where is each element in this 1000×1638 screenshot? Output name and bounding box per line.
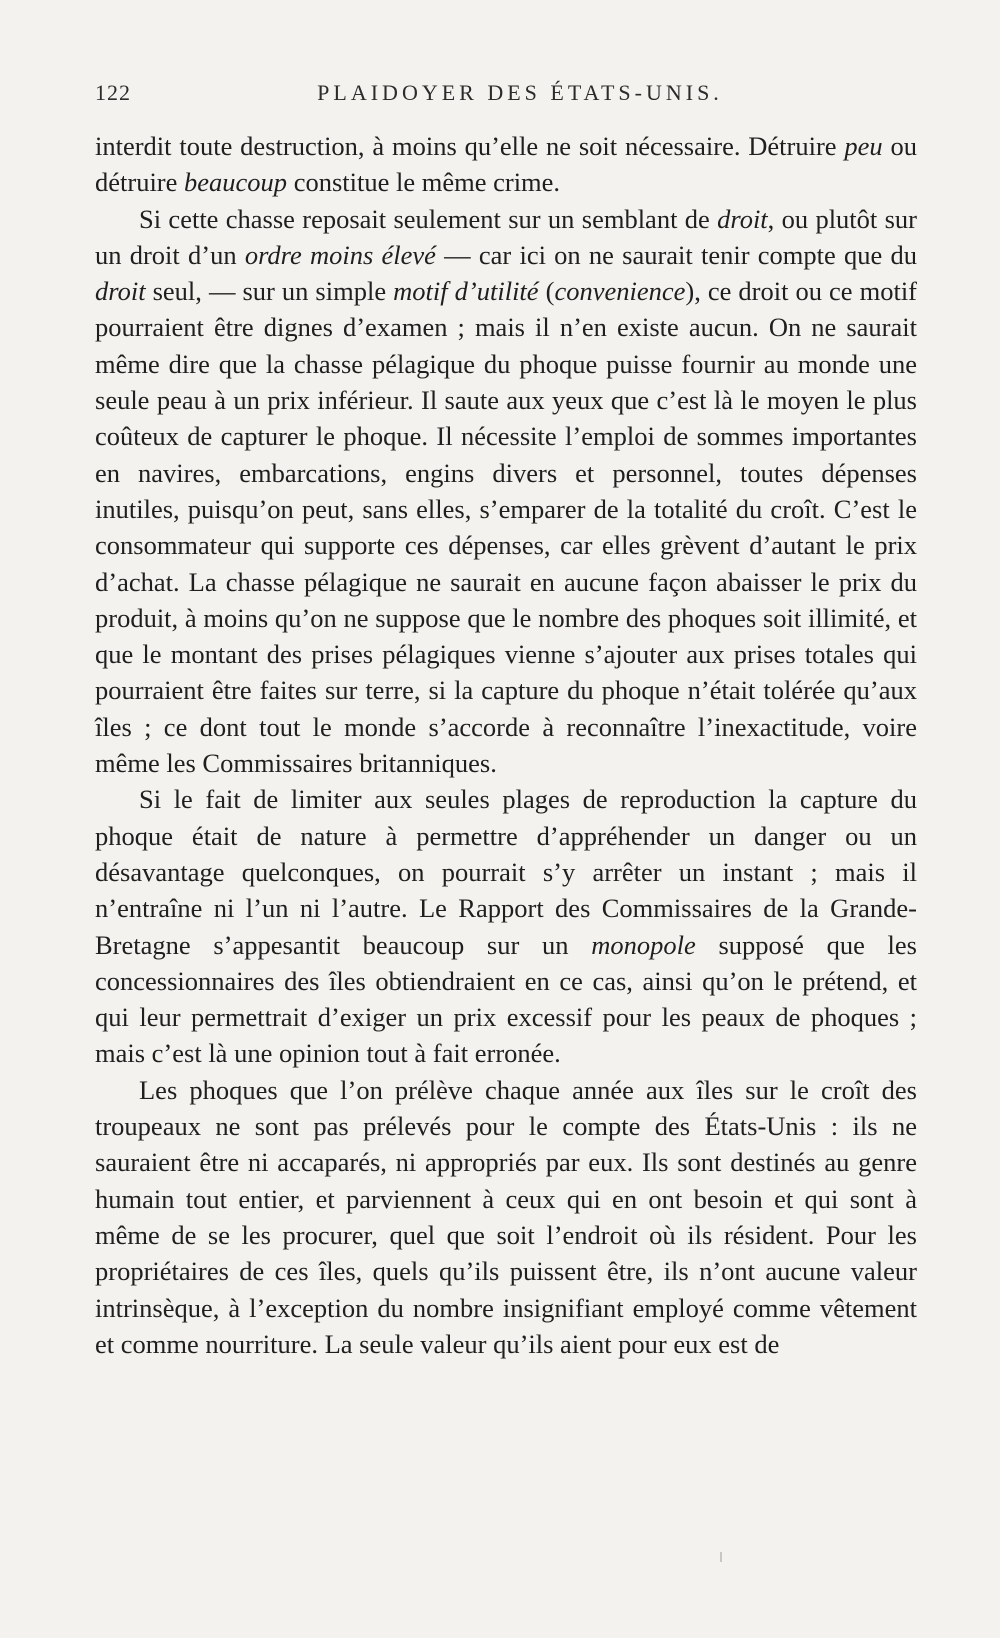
text-run: interdit toute destruction, à moins qu’elle ne soit nécessaire. Détruire xyxy=(95,131,845,161)
italic-text: droit xyxy=(717,203,768,234)
text-run: Si le fait de limiter aux seules plages de reproduction la capture du phoque était de nature à permettre d’appréhender un danger ou un désavantage quelconques, on pourrait s’y arrêter un instant ; mais il n’entraîne ni l’un ni l’autre. Le Rapport des Commissaires de la Grande-Bretagne s’appesantit beaucoup sur un xyxy=(95,784,917,960)
text-run: — car ici on ne saurait tenir compte que du xyxy=(435,239,917,270)
text-run: seul, — sur un simple xyxy=(145,276,394,307)
paragraph xyxy=(95,128,917,201)
text-run: , ou plutôt sur un droit d’un xyxy=(95,203,917,270)
paragraph xyxy=(95,781,917,1071)
italic-text: monopole xyxy=(591,929,696,960)
page-header xyxy=(95,80,905,114)
text-run: supposé que les concessionnaires des îles obtiendraient en ce cas, ainsi qu’on le prétend, et qui leur permettrait d’exiger un prix excessif pour les peaux de phoques ; mais c’est là une opinion tout à fait erronée. xyxy=(95,929,917,1069)
italic-text: peu xyxy=(844,131,883,161)
running-title: PLAIDOYER DES ÉTATS-UNIS. xyxy=(317,80,723,105)
italic-text: convenience xyxy=(554,276,686,307)
italic-text: droit xyxy=(95,276,146,307)
text-run: ( xyxy=(538,276,555,307)
paragraph xyxy=(95,1072,917,1362)
italic-text: beaucoup xyxy=(184,167,288,198)
text-run: Si cette chasse reposait seulement sur un semblant de xyxy=(139,203,718,234)
print-speck xyxy=(720,1552,722,1562)
text-run: constitue le même crime. xyxy=(287,167,561,198)
italic-text: motif d’utilité xyxy=(393,276,539,307)
italic-text: ordre moins élevé xyxy=(244,239,436,270)
paragraph xyxy=(95,201,917,782)
text-run: ), ce droit ou ce motif pourraient être dignes d’examen ; mais il n’en existe aucun. On ne saurait même dire que la chasse pélagique du phoque puisse fournir au monde une seule peau à un prix inférieur. Il saute aux yeux que c’est là le moyen le plus coûteux de capturer le phoque. Il nécessite l’emploi de sommes importantes en navires, embarcations, engins divers et personnel, toutes dépenses inutiles, puisqu’on peut, sans elles, s’emparer de la totalité du croît. C’est le consommateur qui supporte ces dépenses, car elles grèvent d’autant le prix d’achat. La chasse pélagique ne saurait en aucune façon abaisser le prix du produit, à moins qu’on ne suppose que le nombre des phoques soit illimité, et que le montant des prises pélagiques vienne s’ajouter aux prises totales qui pourraient être faites sur terre, si la capture du phoque n’était tolérée qu’aux îles ; ce dont tout le monde s’accorde à reconnaître l’inexactitude, voire même les Commissaires britanniques. xyxy=(95,276,918,779)
body-text xyxy=(95,128,917,1362)
text-run: ou détruire xyxy=(95,131,918,198)
text-run: Les phoques que l’on prélève chaque année aux îles sur le croît des troupeaux ne sont pas prélevés pour le compte des États-Unis : ils ne sauraient être ni accaparés, ni appropriés par eux. Ils sont destinés au genre humain tout entier, et parviennent à ceux qui en ont besoin et qui sont à même de se les procurer, quel que soit l’endroit où ils résident. Pour les propriétaires de ces îles, quels qu’ils puissent être, ils n’ont aucune valeur intrinsèque, à l’exception du nombre insignifiant employé comme vêtement et comme nourriture. La seule valeur qu’ils aient pour eux est de xyxy=(95,1074,917,1359)
page-number: 122 xyxy=(95,80,131,105)
